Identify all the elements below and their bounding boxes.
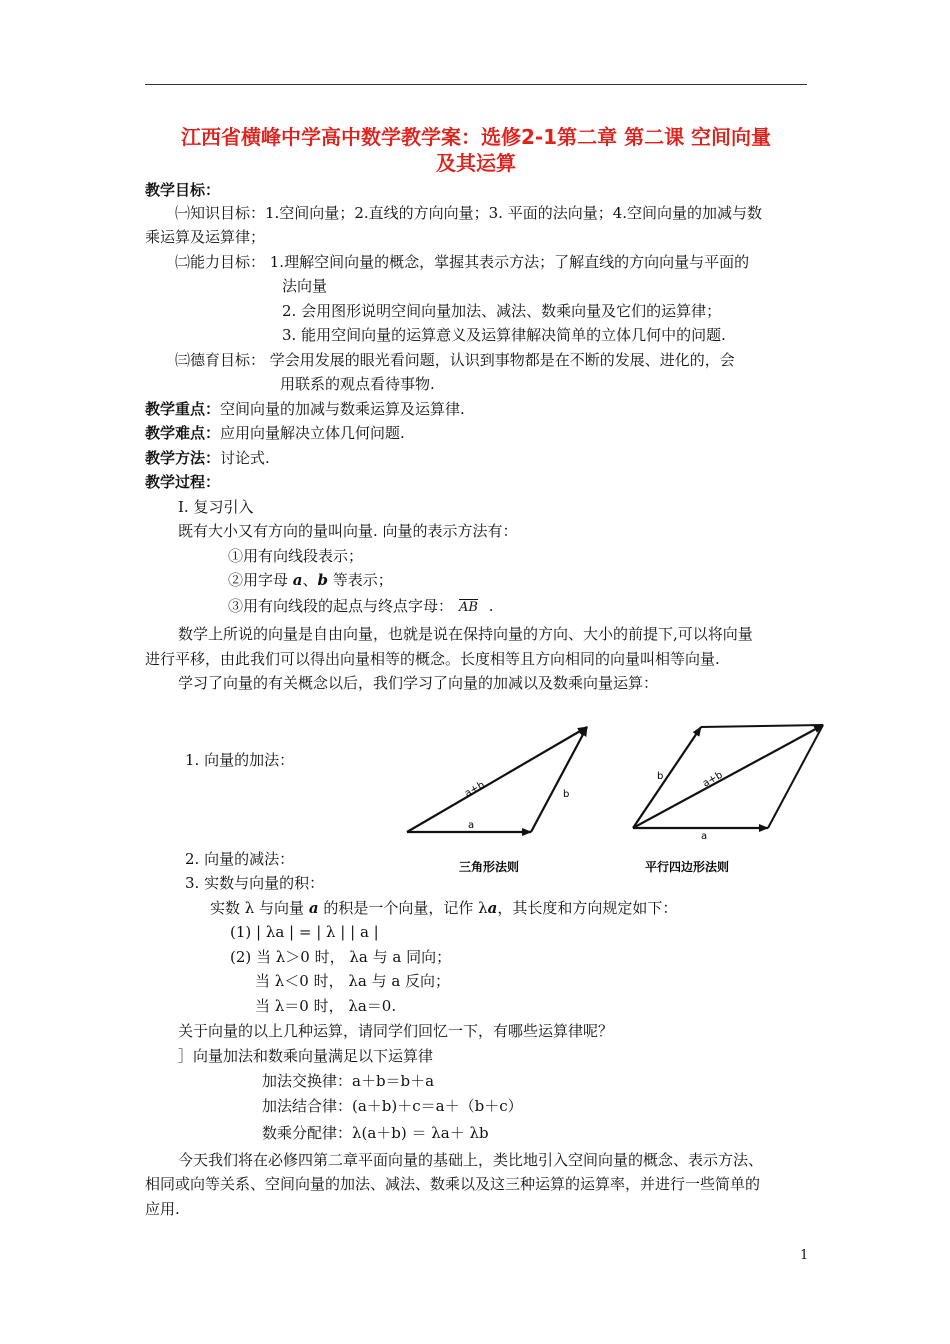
vector-ab: $\overline{AB}$: [459, 600, 478, 615]
review-item1: ①用有向线段表示；: [228, 547, 364, 565]
triangle-label-a: a: [468, 820, 475, 831]
ability-goal-line3: 2. 会用图形说明空间向量加法、减法、数乘向量及它们的运算律；: [282, 302, 722, 320]
scalar-definition: [210, 898, 677, 918]
scalar-rule3: 当 λ＜0 时， λa 与 a 反向；: [255, 972, 451, 990]
vector-addition-figures: [395, 715, 835, 880]
laws-intro: ］向量加法和数乘向量满足以下运算律: [178, 1047, 434, 1065]
parallelogram-label-sum: a+b: [701, 769, 725, 790]
vector-addition-heading: 1. 向量的加法：: [185, 751, 295, 769]
ability-goal-line2: 法向量: [282, 277, 328, 295]
law-distributive: 数乘分配律：λ(a＋b) ＝ λa＋ λb: [262, 1124, 489, 1142]
scalar-rule1: (1) | λa | = | λ | | a |: [230, 923, 379, 941]
review-item3: [228, 596, 494, 618]
review-heading: Ⅰ. 复习引入: [178, 498, 254, 516]
method-text: 讨论式.: [220, 449, 270, 467]
scalar-rule2: (2) 当 λ＞0 时， λa 与 a 同向；: [230, 948, 452, 966]
review-paragraph1: 既有大小又有方向的量叫向量. 向量的表示方法有：: [178, 522, 518, 540]
laws-question: 关于向量的以上几种运算，请同学们回忆一下，有哪些运算律呢？: [178, 1022, 614, 1040]
difficulty: [145, 423, 405, 443]
scalar-def-text-a: 实数 λ 与向量: [210, 899, 309, 917]
review-item2-sep: 、: [302, 571, 318, 589]
scalar-def-text-c: ，其长度和方向规定如下：: [497, 899, 678, 917]
key-point-text: 空间向量的加减与数乘运算及运算律.: [220, 400, 465, 418]
ability-goal-line1: ㈡能力目标： 1.理解空间向量的概念，掌握其表示方法；了解直线的方向向量与平面的: [175, 253, 750, 271]
review-item3-text: ③用有向线段的起点与终点字母：: [228, 597, 454, 615]
closing-line3: 应用.: [145, 1200, 180, 1218]
ability-goal-line4: 3. 能用空间向量的运算意义及运算律解决简单的立体几何中的问题.: [282, 326, 726, 344]
review-item2-text-b: 等表示；: [328, 571, 393, 589]
scalar-rule4: 当 λ＝0 时， λa＝0.: [255, 997, 397, 1015]
vector-b: b: [317, 571, 329, 589]
page-number: 1: [800, 1248, 809, 1263]
parallelogram-top-edge: [701, 725, 823, 727]
method: [145, 448, 270, 468]
method-label: 教学方法：: [145, 449, 221, 467]
vector-a: a: [292, 571, 303, 589]
review-item2: [228, 570, 393, 590]
review-item3-end: .: [483, 597, 494, 615]
key-point: [145, 399, 465, 419]
key-point-label: 教学重点：: [145, 400, 221, 418]
law-commutative: 加法交换律：a＋b＝b＋a: [262, 1072, 435, 1090]
closing-line2: 相同或向等关系、空间向量的加法、减法、数乘以及这三种运算的运算率，并进行一些简单的: [145, 1175, 761, 1193]
review-paragraph3: 学习了向量的有关概念以后，我们学习了向量的加减以及数乘向量运算：: [178, 674, 659, 692]
doc-title-line2: 及其运算: [436, 151, 516, 175]
scalar-def-vector: a: [308, 899, 319, 917]
knowledge-goal-line2: 乘运算及运算律；: [145, 228, 266, 246]
closing-line1: 今天我们将在必修四第二章平面向量的基础上，类比地引入空间向量的概念、表示方法、: [178, 1151, 764, 1169]
parallelogram-caption: 平行四边形法则: [645, 860, 730, 874]
triangle-label-b: b: [563, 789, 570, 800]
goals-heading: 教学目标：: [145, 181, 221, 199]
review-paragraph2-line1: 数学上所说的向量是自由向量，也就是说在保持向量的方向、大小的前提下,可以将向量: [178, 625, 753, 643]
process-heading: 教学过程：: [145, 473, 221, 491]
triangle-caption: 三角形法则: [459, 860, 520, 874]
review-paragraph2-line2: 进行平移，由此我们可以得出向量相等的概念。长度相等且方向相同的向量叫相等向量.: [145, 650, 720, 668]
triangle-label-sum: a+b: [463, 779, 487, 800]
scalar-def-text-b: 的积是一个向量，记作 λ: [318, 899, 488, 917]
moral-goal-line2: 用联系的观点看待事物.: [280, 375, 435, 393]
review-item2-text-a: ②用字母: [228, 571, 293, 589]
parallelogram-label-a: a: [701, 831, 708, 842]
difficulty-label: 教学难点：: [145, 424, 221, 442]
triangle-rule-figure: [407, 727, 587, 874]
doc-title-line1: 江西省横峰中学高中数学教学案：选修2-1第二章 第二课 空间向量: [180, 125, 772, 149]
parallelogram-rule-figure: [633, 725, 823, 874]
scalar-product-heading: 3. 实数与向量的积：: [185, 874, 325, 892]
vector-subtraction-heading: 2. 向量的减法：: [185, 850, 295, 868]
scalar-def-vector2: a: [487, 899, 498, 917]
knowledge-goal-line1: ㈠知识目标：1.空间向量；2.直线的方向向量；3. 平面的法向量；4.空间向量的加减与数: [175, 204, 763, 222]
moral-goal-line1: ㈢德育目标： 学会用发展的眼光看问题，认识到事物都是在不断的发展、进化的，会: [175, 351, 735, 369]
law-associative: 加法结合律：(a＋b)＋c＝a＋（b＋c）: [262, 1097, 523, 1115]
parallelogram-vector-b: [633, 727, 701, 828]
difficulty-text: 应用向量解决立体几何问题.: [220, 424, 405, 442]
header-rule: [145, 84, 807, 85]
parallelogram-label-b: b: [657, 771, 664, 782]
